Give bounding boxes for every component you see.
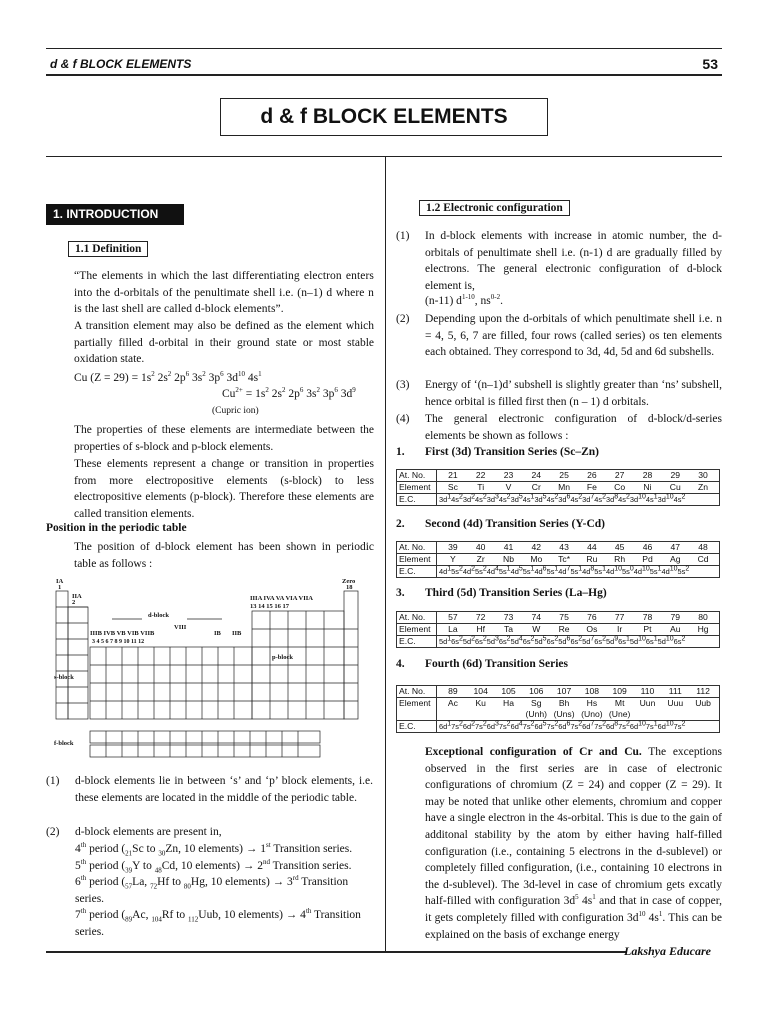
period-list: 4th period ($_{21}Sc$ to $_{30}$Zn, 10 elements) → 1st Transition series. 5th period ($_{39}Y$ to $_{48}$Cd, 10 elements) → 2nd Transition series. 6th period ($_{57}La$, $_{72}$Hf to $_{80}$Hg, 10 elements) → 3rd Transition series. 7th period ($_{89}Ac$, $_{104}$Rf to $_{112}$Uub, 10 elements) → 4th Transition series.: [75, 841, 361, 938]
position-heading: Position in the periodic table: [46, 522, 187, 534]
atomic-numbers: 89 104 105 106 107 108 109 110 111 112: [448, 686, 710, 696]
subsection-definition: 1.1 Definition: [68, 241, 148, 257]
element-alt-symbols: (Unh) (Uns) (Uno) (Une): [525, 709, 631, 719]
pt-label-dblock: d-block: [148, 612, 169, 619]
header-title: d & f BLOCK ELEMENTS: [50, 57, 192, 71]
divider: [46, 156, 722, 157]
exception-paragraph: Exceptional configuration of Cr and Cu. The exceptions observed in the first series are in case of electronic configurations of chromium (Z = 24) and copper (Z = 29). It may be noted that unlike other elements, chromium and copper have a single electron in the 4s-orbital. This is due to the gain of additonal stability by the atom by either having half-filled configuration (i.e., containing 5 electrons in the d-sublevel) or completely filled configuration, (i.e., containing 10 electrons in the d-sublevel). The 3d-level in case of chromium gets excatly half-filled with configuration $3d^5$ $4s^1$ and that in case of copper, it gets completely filled with configuration $3d^{10}$ $4s^1$. This can be explained on the basis of exchange energy: [425, 746, 723, 941]
pt-label-right: IIIA IVA VA VIA VIIA: [250, 595, 313, 602]
pt-label-iia: IIA: [72, 593, 82, 600]
pt-label-2: 2: [72, 599, 76, 606]
series-4-heading: 4. Fourth (6d) Transition Series: [396, 658, 569, 670]
footer-rule: [46, 951, 626, 953]
atomic-numbers: 21 22 23 24 25 26 27 28 29 30: [448, 470, 708, 480]
element-symbols: Y Zr Nb Mo Tc* Ru Rh Pd Ag Cd: [450, 554, 709, 564]
atomic-numbers: 39 40 41 42 43 44 45 46 47 48: [448, 542, 708, 552]
atomic-numbers: 57 72 73 74 75 76 77 78 79 80: [448, 612, 708, 622]
series-2-heading: 2. Second (4d) Transition Series (Y-Cd): [396, 518, 605, 530]
pt-label-fblock: f-block: [54, 740, 74, 747]
cu2-config: $Cu^{2+} = 1s^2$ $2s^2$ $2p^6$ $3s^2$ $3p^6$ $3d^9$: [222, 386, 356, 400]
exception-heading: Exceptional configuration of Cr and Cu.: [425, 746, 642, 758]
position-text: The position of d-block element has been shown in periodic table as follows :: [74, 541, 374, 570]
page-number: 53: [702, 56, 718, 72]
pt-label-ia: IA: [56, 578, 64, 585]
series-4-table: At. No. 89 104 105 106 107 108 109 110 111 112 Element Ac Ku Ha Sg Bh Hs Mt Uun Uuu Uub (Unh) (Uns) (Uno) (Une) E.C. $6d^17s^26d^27s^26d^37s^26d^47s^26d^57s^26d^67s^26d^77s^26d^87s^26d^{10}7s^16d^{10}7s^2$: [396, 685, 720, 733]
pt-group-numbers: 3 4 5 6 7 8 9 10 11 12: [92, 639, 145, 645]
section-heading: 1. INTRODUCTION: [46, 204, 184, 225]
general-config: (n-11) $d^{1-10}$, $ns^{0-2}$.: [425, 293, 503, 307]
element-symbols: Sc Ti V Cr Mn Fe Co Ni Cu Zn: [447, 482, 709, 492]
definition-text: “The elements in which the last differentiating electron enters into the d-orbitals of the penultimate shell i.e. (n–1) d where n is the last shell are called d-block elements”.: [74, 270, 374, 316]
definition-alt-text: A transition element may also be defined as the element which partially filled d-orbital in their ground state or most stable oxidation state.: [74, 320, 374, 366]
cu-config: Cu $(Z = 29) = 1s^2$ $2s^2$ $2p^6$ $3s^2$ $3p^6$ $3d^{10}$ $4s^1$: [74, 370, 262, 384]
series-1-heading: 1. First (3d) Transition Series (Sc–Zn): [396, 446, 599, 458]
pt-label-pblock: p-block: [272, 654, 293, 661]
pt-label-ib: IB: [214, 630, 221, 637]
transition-text: These elements represent a change or transition in properties from more electropositive elements (s-block) to less electropositive elements (p-block). Therefore these elements are called transition elements.: [74, 458, 374, 520]
series-3-table: At. No. 57 72 73 74 75 76 77 78 79 80 Element La Hf Ta W Re Os Ir Pt Au Hg E.C. $5d^16s^25d^26s^25d^36s^25d^46s^25d^56s^25d^66s^25d^76s^25d^96s^15d^{10}6s^15d^{10}6s^2$: [396, 611, 720, 648]
pt-label-sblock: s-block: [54, 674, 74, 681]
periodic-table-diagram: [52, 575, 372, 775]
pt-label-rightnums: 13 14 15 16 17: [250, 603, 289, 610]
properties-text: The properties of these elements are intermediate between the properties of s-block and p-block elements.: [74, 424, 374, 453]
pt-label-iib: IIB: [232, 630, 242, 637]
pt-label-groups: IIIB IVB VB VIB VIIB: [90, 630, 155, 637]
subsection-configuration: 1.2 Electronic configuration: [419, 200, 570, 216]
series-3-heading: 3. Third (5d) Transition Series (La–Hg): [396, 587, 607, 599]
element-symbols: Ac Ku Ha Sg Bh Hs Mt Uun Uuu Uub: [447, 698, 711, 708]
cupric-label: (Cupric ion): [212, 406, 259, 416]
footer-brand: Lakshya Educare: [624, 944, 711, 958]
pt-label-zero: Zero: [342, 578, 356, 585]
chapter-title: d & f BLOCK ELEMENTS: [220, 98, 548, 136]
series-2-table: At. No. 39 40 41 42 43 44 45 46 47 48 Element Y Zr Nb Mo Tc* Ru Rh Pd Ag Cd E.C. $4d^15s^24d^25s^24d^45s^14d^55s^14d^65s^14d^75s^14d^85s^14d^{10}5s^04d^{10}5s^14d^{10}5s^2$: [396, 541, 720, 578]
element-symbols: La Hf Ta W Re Os Ir Pt Au Hg: [448, 624, 709, 634]
pt-label-1: 1: [58, 584, 62, 591]
pt-label-viii: VIII: [174, 624, 187, 631]
column-divider: [385, 156, 386, 951]
pt-label-18: 18: [346, 584, 353, 591]
running-header: [46, 54, 722, 76]
series-1-table: At. No. 21 22 23 24 25 26 27 28 29 30 Element Sc Ti V Cr Mn Fe Co Ni Cu Zn E.C. $3d^14s^23d^24s^23d^34s^23d^54s^13d^54s^23d^64s^23d^74s^23d^84s^23d^{10}4s^13d^{10}4s^2$: [396, 469, 720, 506]
